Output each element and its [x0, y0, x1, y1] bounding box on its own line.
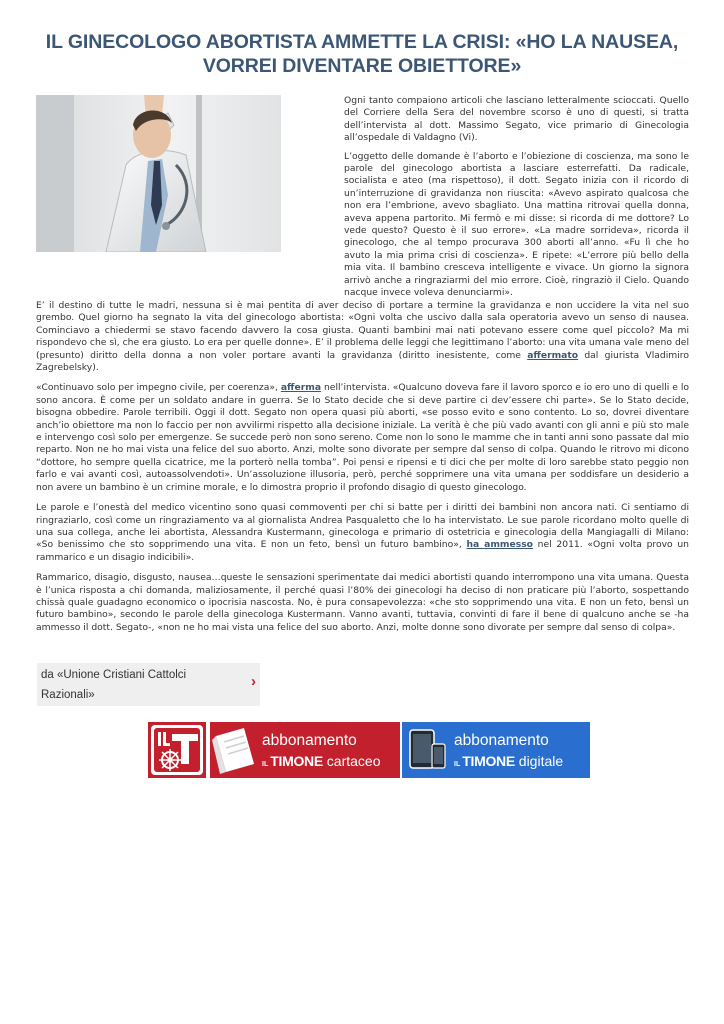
il-timone-logo-icon	[148, 722, 206, 778]
doctor-photo	[36, 95, 281, 252]
intro-paragraph: L’oggetto delle domande è l’aborto e l’obiezione di coscienza, ma sono le parole del ginecologo abortista a lasciare esterrefatti. Da radicale, socialista e ateo (ma rispettoso), il dott. Segato inizia con il ricordo di un’interruzione di gravidanza non riuscita: «Avevo aspirato qualcosa che non era l’embrione, avevo sbagliato. Una mattina ritrovai quella donna, aveva appena partorito. Mi fermò e mi disse: si ricorda di me dottore? Lo vede questo? Questo è il suo errore». «La madre sorrideva», ricorda il ginecologo, che al tempo procurava 300 aborti all’anno. «Fu lì che ho avuto la mia prima crisi di coscienza». E ripete: «L’errore più bello della mia vita. Il bambino cresceva intelligente e vivace. Un giorno la signora arrivò anche a ringraziarmi del mio errore. Cioè, ringraziò il Cielo. Quando nacque invece voleva denunciarmi».	[344, 150, 689, 299]
body-paragraph: Le parole e l’onestà del medico vicentino sono quasi commoventi per chi si batte per i diritti dei bambini non ancora nati. Ci sentiamo di ringraziarlo, così come un ringraziamento va al giornalista Andrea Pasqualetto che lo ha intervistato. Le sue parole ricordano molto quelle di una sua collega, anche lei abortista, Alessandra Kustermann, ginecologa e primario di ostetricia e ginecologia della Mangiagalli di Milano: «So benissimo che sto sopprimendo una vita. E non un feto, bensì un futuro bambino», ha ammesso nel 2011. «Ogni volta provo un rammarico e un disagio indicibili».	[36, 502, 690, 563]
ha-ammesso-link[interactable]: ha ammesso	[466, 539, 533, 551]
source-label: da «Unione Cristiani Cattolci Razionali»	[41, 669, 187, 701]
intro-paragraph: Ogni tanto compaiono articoli che lasciano letteralmente scioccati. Quello del Corriere della Sera del novembre scorso è uno di questi, si tratta dell’intervista al dott. Massimo Segato, vice primario di Ginecologia all’ospedale di Valdagno (Vi).	[344, 95, 689, 144]
paper-subscription-label: abbonamento	[262, 732, 357, 749]
subscription-banner	[148, 722, 588, 778]
article-body	[36, 300, 689, 642]
affermato-link[interactable]: affermato	[527, 349, 579, 361]
subscription-digital-button[interactable]	[400, 722, 590, 778]
body-paragraph: E’ il destino di tutte le madri, nessuna si è mai pentita di aver deciso di portare a termine la gravidanza e non uccidere la vita nel suo grembo. Quel giorno ha segnato la vita del ginecologo abortista: «Ogni volta che uscivo dalla sala operatoria avevo un senso di nausea. Cominciavo a chiedermi se stavo facendo davvero la cosa giusta. Quanti bambini mai nati potevano essere come quel piccolo? Ma mi rispondevo che sì, che era giusto. Lo era per quelle donne». E’ il problema delle leggi che legittimano l’aborto: una vita umana vale meno del (presunto) diritto della donna a non voler portare avanti la gravidanza (diritto inesistente, come affermato dal giurista Vladimiro Zagrebelsky).	[36, 300, 689, 374]
body-paragraph: Rammarico, disagio, disgusto, nausea…queste le sensazioni sperimentate dai medici abortisti quando interrompono una vita umana. Questa è l’unica risposta a chi domanda, maliziosamente, il perché quasi l’80% dei ginecologi ha deciso di non praticare più l’aborto, sospettando chissà quale guadagno economico o ipocrisia nascosta. No, è pura consapevolezza: «che sto sopprimendo una vita. E non un feto, bensì un futuro bambino», secondo le parole della ginecologa Kustermann. Vanno avanti, tuttavia, convinti di fare il bene di qualcuno anche se -ha ammesso il dott. Segato-, «non ne ho mai vista una felice del suo aborto. Anzi, molte donne sono divorate per sempre dal senso di colpa».	[36, 572, 689, 633]
paper-subscription-brand: IL TIMONE cartaceo	[262, 753, 381, 769]
tablet-phone-icon	[402, 722, 452, 778]
il-timone-logo[interactable]	[148, 722, 206, 778]
intro-column	[344, 95, 689, 306]
magazine-icon	[210, 722, 260, 778]
body-paragraph: «Continuavo solo per impegno civile, per coerenza», afferma nell’intervista. «Qualcuno doveva fare il lavoro sporco e io ero uno di quelli e lo sono ancora. È come per un soldato andare in guerra. Se lo Stato decide che si deve partire ci dev’essere chi parte». Se lo Stato decide, bisogna obbedire. Parole terribili. Oggi il dott. Segato non opera quasi più aborti, «se posso evito e sono contento. Lo so, dovrei diventare anch’io obiettore ma non lo faccio per non avvilirmi rispetto alla decisione iniziale. La verità è che più vado avanti con gli anni e più sto male e intervengo così solo per emergenze. Se succede però non sono sereno. Come non lo sono le mamme che in tanti anni sono passate dal mio reparto. Non ne ho mai vista una felice del suo aborto. Anzi, molte sono divorate per sempre dal senso di colpa. Quando le ritrovo mi dicono “dottore, ho sempre quella cicatrice, me la porterò nella tomba”. Poi pensi e ripensi e ti dici che per molte di loro sarebbe stato peggio non farlo e vai avanti così, autoassolvendoti». Un’assoluzione illusoria, però, perché sopprimere una vita umana per soddisfare un desiderio a non avere un bambino è un crimine morale, e lo dimostra proprio il profondo disagio di questo ginecologo.	[36, 382, 689, 493]
article-title: IL GINECOLOGO ABORTISTA AMMETTE LA CRISI: «HO LA NAUSEA, VORREI DIVENTARE OBIETTORE»	[45, 31, 679, 77]
afferma-link[interactable]: afferma	[280, 382, 322, 394]
source-link[interactable]	[37, 663, 260, 706]
digital-subscription-brand: IL TIMONE digitale	[454, 753, 564, 769]
chevron-right-icon: ›	[251, 673, 256, 690]
digital-subscription-label: abbonamento	[454, 732, 549, 749]
doctor-illustration	[36, 95, 281, 252]
